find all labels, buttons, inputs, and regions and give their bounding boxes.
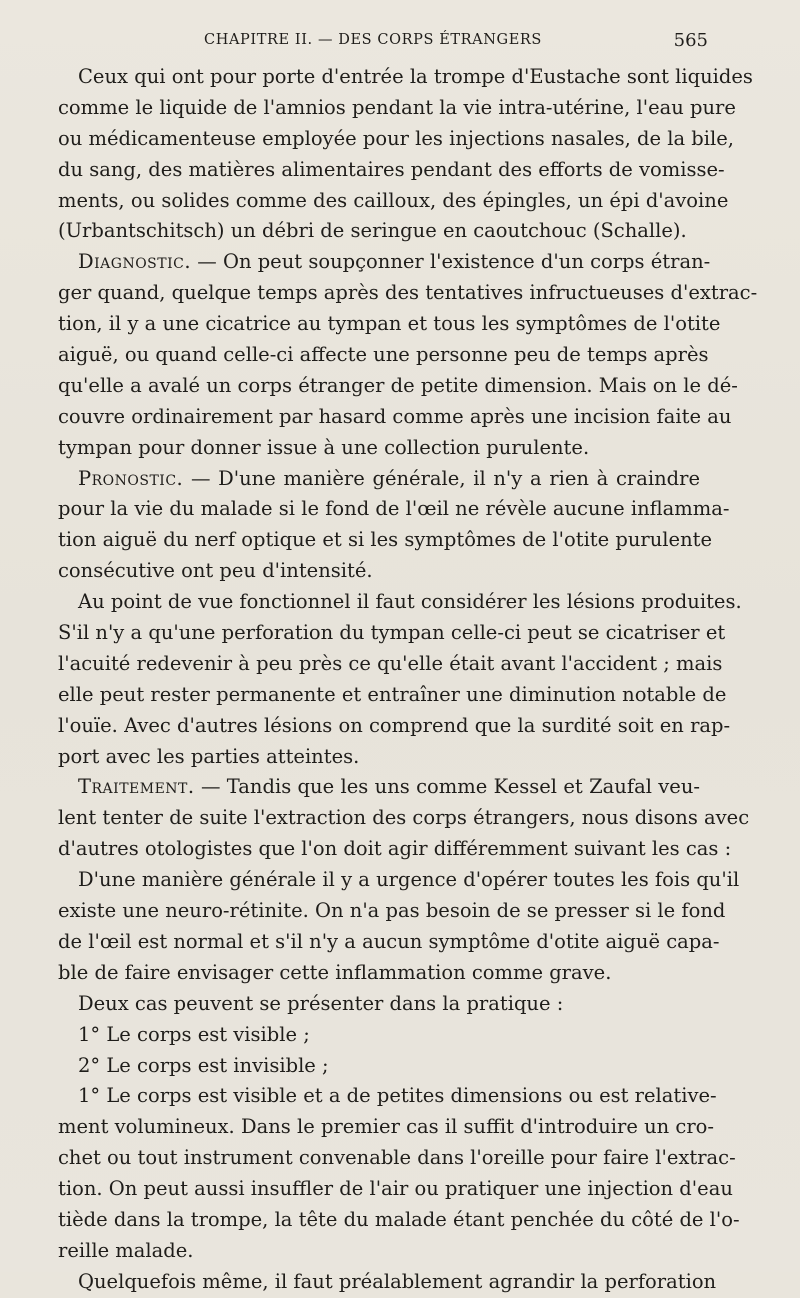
line-text: du sang, des matières alimentaires pendant des efforts de vomisse- [58, 157, 725, 181]
line-text: consécutive ont peu d'intensité. [58, 559, 373, 583]
line-text: tympan pour donner issue à une collection purulente. [58, 435, 590, 459]
line-text: 2° Le corps est invisible ; [78, 1053, 329, 1077]
text-line [58, 402, 732, 433]
line-text: comme le liquide de l'amnios pendant la vie intra-utérine, l'eau pure [58, 95, 736, 119]
text-line [58, 1020, 700, 1051]
line-text: tion. On peut aussi insuffler de l'air ou pratiquer une injection d'eau [58, 1177, 733, 1201]
text-line [58, 464, 700, 495]
text-line [58, 124, 734, 155]
text-line [58, 1051, 700, 1082]
line-text: l'acuité redevenir à peu près ce qu'elle était avant l'accident ; mais [58, 651, 723, 675]
line-text: lent tenter de suite l'extraction des corps étrangers, nous disons avec [58, 806, 750, 830]
page-number: 565 [673, 30, 708, 51]
line-text: couvre ordinairement par hasard comme après une incision faite au [58, 404, 732, 428]
text-line [58, 155, 725, 186]
line-text: Ceux qui ont pour porte d'entrée la trompe d'Eustache sont liquides [78, 65, 753, 88]
text-line [58, 1174, 733, 1205]
line-text: reille malade. [58, 1238, 194, 1262]
text-line [58, 494, 730, 525]
line-text: ou médicamenteuse employée pour les injections nasales, de la bile, [58, 126, 734, 150]
text-line [58, 989, 700, 1020]
line-text: d'autres otologistes que l'on doit agir différemment suivant les cas : [58, 837, 732, 861]
text-line [58, 649, 723, 680]
line-text: chet ou tout instrument convenable dans l'oreille pour faire l'extrac- [58, 1146, 736, 1170]
section-heading: Traitement. [78, 775, 195, 799]
text-line [58, 1112, 714, 1143]
text-line [58, 587, 742, 618]
line-text: tiède dans la trompe, la tête du malade étant penchée du côté de l'o- [58, 1207, 740, 1231]
text-line [58, 1205, 740, 1236]
text-line [58, 340, 709, 371]
line-text: aiguë, ou quand celle-ci affecte une personne peu de temps après [58, 343, 709, 367]
line-text: ments, ou solides comme des cailloux, des épingles, un épi d'avoine [58, 188, 729, 212]
section-heading: Pronostic. [78, 466, 184, 490]
line-text: 1° Le corps est visible ; [78, 1022, 310, 1046]
line-text: qu'elle a avalé un corps étranger de petite dimension. Mais on le dé- [58, 373, 738, 397]
text-line [58, 865, 740, 896]
text-line [58, 371, 738, 402]
text-line [58, 618, 726, 649]
text-line [58, 958, 700, 989]
text-line [58, 1267, 717, 1298]
line-text: tion, il y a une cicatrice au tympan et tous les symptômes de l'otite [58, 312, 721, 336]
line-text: 1° Le corps est visible et a de petites dimensions ou est relative- [78, 1084, 717, 1108]
text-line [58, 278, 758, 309]
line-text: (Urbantschitsch) un débri de seringue en caoutchouc (Schalle). [58, 219, 687, 243]
text-line [58, 186, 729, 217]
text-line [58, 433, 700, 464]
line-text: tion aiguë du nerf optique et si les symptômes de l'otite purulente [58, 528, 713, 552]
line-text: Au point de vue fonctionnel il faut considérer les lésions produites. [78, 590, 742, 614]
line-text: port avec les parties atteintes. [58, 744, 360, 768]
running-title: CHAPITRE II. — DES CORPS ÉTRANGERS [204, 32, 542, 48]
text-line [58, 216, 700, 247]
line-text: Quelquefois même, il faut préalablement agrandir la perforation [78, 1269, 717, 1293]
line-text: l'ouïe. Avec d'autres lésions on comprend que la surdité soit en rap- [58, 713, 731, 737]
section-heading: Diagnostic. [78, 250, 192, 274]
running-head [72, 30, 708, 58]
text-line [58, 556, 700, 587]
line-text: pour la vie du malade si le fond de l'œil ne révèle aucune inflamma- [58, 497, 730, 521]
text-line [58, 711, 731, 742]
line-text: existe une neuro-rétinite. On n'a pas besoin de se presser si le fond [58, 899, 726, 923]
line-text: ger quand, quelque temps après des tentatives infructueuses d'extrac- [58, 281, 758, 305]
text-line [58, 93, 736, 124]
line-text: — D'une manière générale, il n'y a rien à craindre [183, 466, 700, 490]
text-line [58, 247, 711, 278]
line-text: — On peut soupçonner l'existence d'un corps étran- [191, 250, 711, 274]
text-line [58, 1143, 736, 1174]
text-line [58, 1081, 717, 1112]
line-text: S'il n'y a qu'une perforation du tympan celle-ci peut se cicatriser et [58, 621, 726, 645]
text-line [58, 896, 726, 927]
text-line [58, 927, 720, 958]
line-text: de l'œil est normal et s'il n'y a aucun symptôme d'otite aiguë capa- [58, 929, 720, 953]
line-text: — Tandis que les uns comme Kessel et Zaufal veu- [194, 775, 700, 799]
text-line [58, 309, 721, 340]
text-line [58, 1236, 700, 1267]
text-line [58, 62, 753, 93]
line-text: ment volumineux. Dans le premier cas il suffit d'introduire un cro- [58, 1115, 714, 1139]
body-text [58, 62, 758, 1298]
text-line [58, 525, 713, 556]
text-line [58, 772, 700, 803]
line-text: D'une manière générale il y a urgence d'opérer toutes les fois qu'il [78, 868, 740, 892]
line-text: elle peut rester permanente et entraîner une diminution notable de [58, 682, 727, 706]
line-text: Deux cas peuvent se présenter dans la pratique : [78, 991, 564, 1015]
line-text: ble de faire envisager cette inflammation comme grave. [58, 960, 612, 984]
text-line [58, 742, 700, 773]
text-line [58, 834, 732, 865]
text-line [58, 803, 750, 834]
text-line [58, 680, 727, 711]
